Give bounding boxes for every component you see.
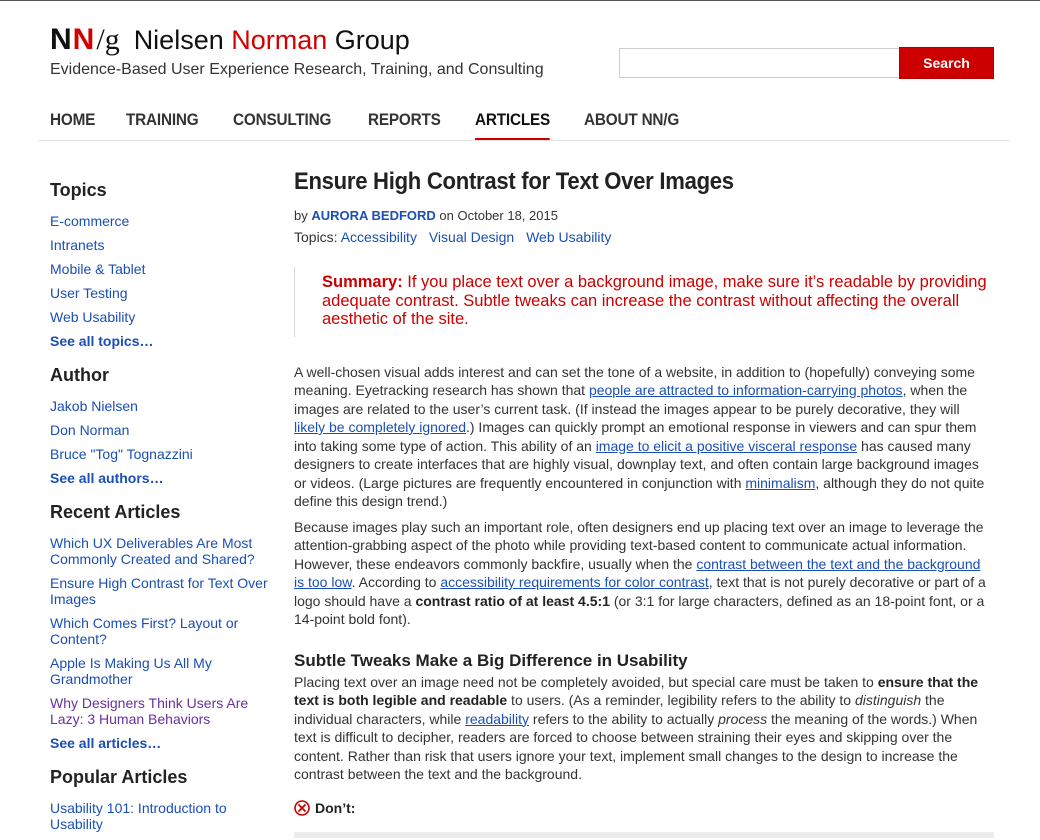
- recent-articles-section: [50, 502, 275, 751]
- see-all-articles-link[interactable]: See all articles…: [50, 735, 162, 751]
- inline-link[interactable]: contrast between the text and the background is too low: [294, 555, 981, 590]
- inline-link[interactable]: readability: [465, 710, 530, 727]
- byline: by AURORA BEDFORD on October 18, 2015: [294, 208, 558, 223]
- author-section: [50, 365, 275, 486]
- nav-divider: [38, 140, 1010, 141]
- topic-link[interactable]: Intranets: [50, 237, 105, 253]
- popular-articles-heading: Popular Articles: [50, 767, 188, 787]
- paragraph: A well-chosen visual adds interest and can set the tone of a website, in addition to (hopefully) conveying some meaning. Eyetracking research has shown that people are attracted to information-carrying photos, when the images are related to the user’s current task. (If instead the images appear to be purely decorative, they will likely be completely ignored.) Images can quickly prompt an emotional response in viewers and can spur them into taking some type of action. This ability of an image to elicit a positive visceral response has caused many designers to create interfaces that are highly visual, downplay text, and often contain large background images or videos. (Large pictures are frequently encountered in conjunction with minimalism, although they do not quite define this design trend.): [294, 363, 985, 509]
- inline-link[interactable]: accessibility requirements for color contrast: [440, 574, 709, 590]
- article-topic-link[interactable]: Web Usability: [526, 229, 612, 245]
- author-link[interactable]: Bruce "Tog" Tognazzini: [50, 446, 193, 462]
- nav-articles[interactable]: ARTICLES: [475, 110, 550, 141]
- section-heading: Subtle Tweaks Make a Big Difference in Usability: [294, 650, 688, 670]
- author-link[interactable]: Don Norman: [50, 422, 130, 438]
- popular-article-link[interactable]: Usability 101: Introduction to Usability: [50, 800, 227, 832]
- example-image-frame: [294, 832, 994, 838]
- article-topic-link[interactable]: Visual Design: [428, 229, 515, 245]
- site-logo[interactable]: NN / g Nielsen Norman Group: [50, 23, 410, 56]
- article: [294, 168, 994, 816]
- article-title: Ensure High Contrast for Text Over Images: [294, 168, 734, 195]
- inline-link[interactable]: image to elicit a positive visceral response: [595, 437, 858, 454]
- topic-link[interactable]: Mobile & Tablet: [50, 261, 146, 277]
- site-tagline: Evidence-Based User Experience Research, Training, and Consulting: [50, 61, 544, 78]
- popular-articles-section: [50, 767, 275, 832]
- logo-mark: NN: [50, 23, 96, 56]
- paragraph: Placing text over an image need not be completely avoided, but special care must be taken to ensure that the text is both legible and readable to users. (As a reminder, legibility refers to the ability to distinguish the individual characters, while readability refers to the ability to actually process the meaning of the words.) When text is difficult to decipher, readers are forced to choose between straining their eyes and skipping over the content. Rather than risk that users ignore your text, implement small changes to the design to increase the contrast between the text and the background.: [294, 673, 979, 782]
- search-input[interactable]: [619, 48, 899, 78]
- sidebar: [50, 180, 275, 840]
- topics-heading: Topics: [50, 180, 107, 200]
- inline-link[interactable]: people are attracted to information-carrying photos: [588, 382, 903, 398]
- article-topics: Topics: Accessibility Visual Design Web Usability: [294, 229, 612, 245]
- article-topic-link[interactable]: Accessibility: [340, 229, 417, 245]
- paragraph: Because images play such an important role, often designers end up placing text over an image to leverage the attention-grabbing aspect of the photo while providing text-based content to communicate actual information. However, these endeavors commonly backfire, usually when the contrast between the text and the background is too low. According to accessibility requirements for color contrast, text that is not purely decorative or part of a logo should have a contrast ratio of at least 4.5:1 (or 3:1 for large characters, defined as an 18-point font, or a 14-point bold font).: [294, 518, 986, 627]
- author-link[interactable]: Jakob Nielsen: [50, 398, 138, 414]
- recent-article-link[interactable]: Why Designers Think Users Are Lazy: 3 Human Behaviors: [50, 695, 249, 727]
- recent-articles-heading: Recent Articles: [50, 502, 181, 522]
- inline-link[interactable]: minimalism: [745, 474, 816, 491]
- recent-article-link[interactable]: Apple Is Making Us All My Grandmother: [50, 655, 212, 687]
- nav-reports[interactable]: REPORTS: [367, 110, 441, 129]
- main-nav: [50, 110, 716, 141]
- article-summary: Summary: If you place text over a background image, make sure it’s readable by providing adequate contrast. Subtle tweaks can increase the contrast without affecting the overall aesthetic of the site.: [294, 267, 994, 337]
- author-heading: Author: [50, 365, 109, 385]
- top-border: [0, 0, 1040, 1]
- nav-consulting[interactable]: CONSULTING: [232, 110, 331, 129]
- inline-link[interactable]: likely be completely ignored: [294, 419, 466, 435]
- topic-link[interactable]: E-commerce: [50, 213, 130, 229]
- x-circle-icon: [294, 800, 310, 816]
- logo-name: Nielsen Norman Group: [133, 25, 410, 55]
- search-button[interactable]: Search: [899, 47, 994, 79]
- nav-home[interactable]: HOME: [50, 110, 96, 129]
- recent-article-link[interactable]: Ensure High Contrast for Text Over Images: [50, 575, 268, 607]
- topic-link[interactable]: Web Usability: [50, 309, 136, 325]
- author-link[interactable]: AURORA BEDFORD: [311, 208, 436, 223]
- topic-link[interactable]: User Testing: [50, 285, 128, 301]
- recent-article-link[interactable]: Which Comes First? Layout or Content?: [50, 615, 239, 647]
- recent-article-link[interactable]: Which UX Deliverables Are Most Commonly Created and Shared?: [50, 535, 255, 567]
- see-all-authors-link[interactable]: See all authors…: [50, 470, 164, 486]
- see-all-topics-link[interactable]: See all topics…: [50, 333, 154, 349]
- nav-about[interactable]: ABOUT NN/G: [584, 110, 680, 129]
- dont-label: Don’t:: [294, 800, 994, 816]
- nav-training[interactable]: TRAINING: [126, 110, 199, 129]
- topics-section: [50, 180, 275, 349]
